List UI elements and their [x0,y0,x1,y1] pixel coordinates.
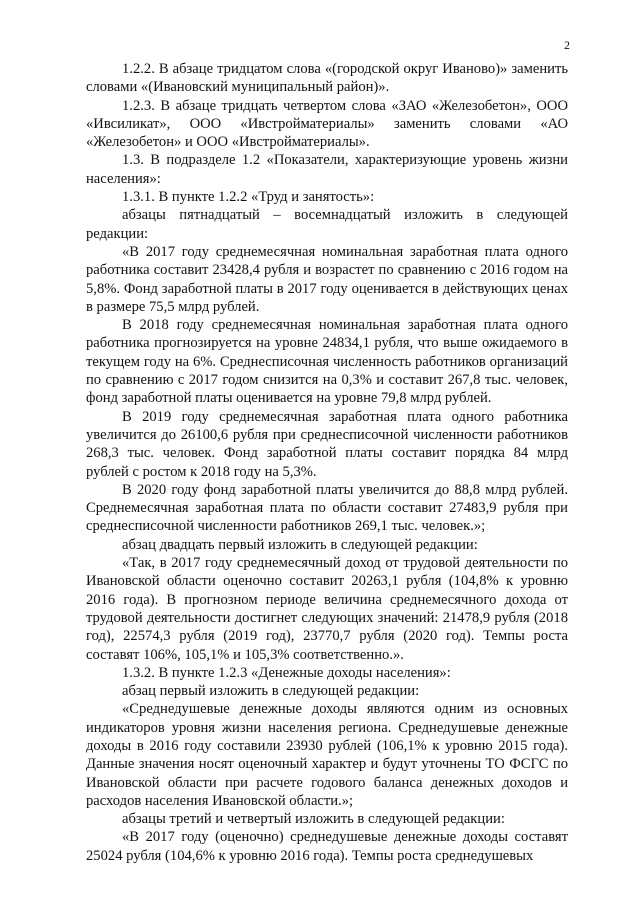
paragraph-quote-2017: «В 2017 году среднемесячная номинальная заработная плата одного работника составит 23428,4 рубля и возрастет по сравнению с 2016 годом на 5,8%. Фонд заработной платы в 2017 году оценивается в действующих ценах в размере 75,5 млрд рублей. [86,243,568,315]
paragraph-2018: В 2018 году среднемесячная номинальная заработная плата одного работника прогнозируется на уровне 24834,1 рубля, что выше ожидаемого в текущем году на 6%. Среднесписочная численность работников организаций по сравнению с 2017 годом снизится на 0,3% и составит 267,8 тыс. человек, фонд заработной платы оценивается на уровне 79,8 млрд рублей. [86,317,568,407]
paragraph-1-3: 1.3. В подразделе 1.2 «Показатели, характеризующие уровень жизни населения»: [86,152,568,187]
paragraph-1-3-1: 1.3.1. В пункте 1.2.2 «Труд и занятость»: [122,189,375,206]
paragraph-2019: В 2019 году среднемесячная заработная плата одного работника увеличится до 26100,6 рубля при среднесписочной численности работников 268,3 тыс. человек. Фонд заработной платы составит порядка 84 млрд рублей с ростом к 2018 году на 5,3%. [86,408,568,480]
paragraph-2020: В 2020 году фонд заработной платы увеличится до 88,8 млрд рублей. Среднемесячная заработная плата по области составит 27483,9 рубля при среднесписочной численности работников 269,1 тыс. человек.»; [86,481,568,535]
paragraph-instruction: абзацы пятнадцатый – восемнадцатый изложить в следующей редакции: [86,207,568,242]
paragraph-1-3-2: 1.3.2. В пункте 1.2.3 «Денежные доходы населения»: [122,664,451,681]
paragraph-quote-2017-income: «В 2017 году (оценочно) среднедушевые денежные доходы составят 25024 рубля (104,6% к уровню 2016 года). Темпы роста среднедушевых [86,829,568,864]
paragraph-1-2-3: 1.2.3. В абзаце тридцать четвертом слова «ЗАО «Железобетон», ООО «Ивсиликат», ООО «Ивстройматериалы» заменить словами «АО «Железобетон» и ООО «Ивстройматериалы». [86,97,568,151]
page-number: 2 [564,38,570,52]
paragraph-quote-income: «Так, в 2017 году среднемесячный доход от трудовой деятельности по Ивановской области оценочно составит 20263,1 рубля (104,8% к уровню 2016 года). В прогнозном периоде величина среднемесячного дохода от трудовой деятельности достигнет следующих значений: 21478,9 рубля (2018 год), 22574,3 рубля (2019 год), 23770,7 рубля (2020 год). Темпы роста составят 106%, 105,1% и 105,3% соответственно.». [86,555,568,663]
paragraph-1-2-2: 1.2.2. В абзаце тридцатом слова «(городской округ Иваново)» заменить словами «(Ивановский муниципальный район)». [86,61,568,96]
paragraph-instruction: абзац первый изложить в следующей редакции: [122,683,420,700]
paragraph-instruction: абзац двадцать первый изложить в следующей редакции: [122,536,478,553]
paragraph-instruction: абзацы третий и четвертый изложить в следующей редакции: [122,811,505,828]
document-body [86,60,568,865]
paragraph-quote-per-capita: «Среднедушевые денежные доходы являются одним из основных индикаторов уровня жизни населения региона. Среднедушевые денежные доходы в 2016 году составили 23930 рублей (106,1% к уровню 2015 года). Данные значения носят оценочный характер и будут уточнены ТО ФСГС по Ивановской области при расчете годового баланса денежных доходов и расходов населения Ивановской области.»; [86,701,568,809]
